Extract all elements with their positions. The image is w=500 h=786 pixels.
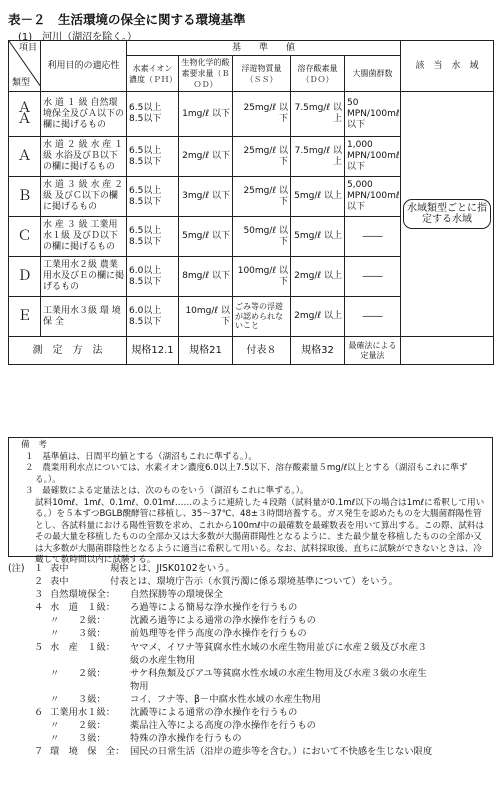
ph-cell: 6.5以上 8.5以下 [127,217,179,257]
do-cell: 2mg/ℓ 以上 [291,257,345,297]
ss-cell: 25mg/ℓ 以下 [233,177,291,217]
footnote-line: ２ 表中 付表とは、環境庁告示（水質汚濁に係る環境基準について）をいう。 [34,576,399,588]
ss-cell: 50mg/ℓ 以下 [233,217,291,257]
coliform-cell: 1,000 MPN/100mℓ 以下 [345,137,401,177]
ph-cell: 6.0以上 8.5以下 [127,297,179,337]
header-do: 溶存酸素量（ＤＯ） [291,56,345,92]
footnote-line: (注) １ 表中 規格とは、JISK0102をいう。 [8,563,235,574]
bod-cell: 1mg/ℓ 以下 [179,92,233,137]
method-row [9,337,494,365]
bod-cell: 10mg/ℓ 以下 [179,297,233,337]
do-cell: 5mg/ℓ 以上 [291,217,345,257]
footnote-line: 物用 [130,680,149,692]
table-row [9,92,494,137]
footnotes [8,562,493,758]
bod-cell: 3mg/ℓ 以下 [179,177,233,217]
purpose-cell: 工業用水２級 農業用水及びＥの欄に掲げるもの [41,257,127,297]
ss-cell: 100mg/ℓ 以下 [233,257,291,297]
ph-cell: 6.5以上 8.5以下 [127,92,179,137]
remark-item: ２ 農業用利水点については、水素イオン濃度6.0以上7.5以下、溶存酸素量５mg/ℓ以上とする（湖沼もこれに準ずる。）。 [25,463,468,485]
ss-cell: ごみ等の浮遊が認められないこと [233,297,291,337]
grade-cell: Ａ [9,137,41,177]
method-coliform: 最確法による定量法 [345,337,401,365]
footnote-line: 〃 ２級： 薬品注入等による高度の浄水操作を行うもの [50,720,316,732]
purpose-cell: 水 道 １ 級 自然環境保全及びＡ以下の欄に掲げるもの [41,92,127,137]
assignment-cell [401,92,494,337]
footnote-line: 〃 ３級： 特殊の浄水操作を行うもの [50,733,242,745]
do-cell: 2mg/ℓ 以上 [291,297,345,337]
method-ph: 規格12.1 [127,337,179,365]
coliform-cell: ―― [345,257,401,297]
coliform-cell: ―― [345,217,401,257]
coliform-cell: 5,000 MPN/100mℓ 以下 [345,177,401,217]
grade-cell: Ｃ [9,217,41,257]
header-standard: 基 準 値 [127,41,401,56]
footnote-line: ３ 自然環境保全： 自然探勝等の環境保全 [34,589,223,601]
do-cell: 7.5mg/ℓ 以上 [291,137,345,177]
method-bod: 規格21 [179,337,233,365]
header-item-type-cell [9,41,41,92]
header-assignment: 該 当 水 域 [401,41,494,92]
method-blank [401,337,494,365]
method-ss: 付表８ [233,337,291,365]
footnote-line: ６ 工業用水１級： 沈澱等による通常の浄水操作を行うもの [34,707,298,719]
page-subtitle: (1) 河川（湖沼を除く。） [18,32,137,43]
ss-cell: 25mg/ℓ 以下 [233,92,291,137]
header-coliform: 大腸菌群数 [345,56,401,92]
header-ss: 浮遊物質量（ＳＳ） [233,56,291,92]
ph-cell: 6.5以上 8.5以下 [127,177,179,217]
header-type-label: 類型 [12,78,31,88]
grade-cell: Ｄ [9,257,41,297]
header-ph: 水素イオン濃度（ＰＨ） [127,56,179,92]
ph-cell: 6.5以上 8.5以下 [127,137,179,177]
method-label: 測 定 方 法 [9,337,127,365]
purpose-cell: 水 道 ２ 級 水 産 １ 級 水浴及びＢ以下の欄に掲げるもの [41,137,127,177]
header-item-label: 項目 [18,43,37,53]
remarks-heading: 備 考 [21,440,47,450]
grade-cell: Ｅ [9,297,41,337]
method-do: 規格32 [291,337,345,365]
header-purpose: 利用目的の適応性 [41,41,127,92]
table-header-row-1 [9,41,494,56]
bod-cell: 2mg/ℓ 以下 [179,137,233,177]
footnote-line: ４ 水 道 １級： ろ過等による簡易な浄水操作を行うもの [34,602,298,614]
page-title: 表－２ 生活環境の保全に関する環境基準 [8,12,246,27]
footnote-line: 〃 ２級： 沈澱ろ過等による通常の浄水操作を行うもの [50,615,316,627]
remark-item: １ 基準値は、日間平均値とする（湖沼もこれに準ずる。）。 [25,451,258,462]
ss-cell: 25mg/ℓ 以下 [233,137,291,177]
footnote-line: 〃 ２級： サケ科魚類及びアユ等貧腐水性水域の水産生物用及び水産３級の水産生 [50,667,427,679]
do-cell: 7.5mg/ℓ 以上 [291,92,345,137]
footnote-line: 級の水産生物用 [130,654,196,666]
coliform-cell: 50 MPN/100mℓ 以下 [345,92,401,137]
environmental-standard-table [8,40,494,365]
bod-cell: 8mg/ℓ 以下 [179,257,233,297]
assignment-bracket: 水域類型ごとに指定する水域 [403,199,491,229]
coliform-cell: ―― [345,297,401,337]
footnote-line: 〃 ３級： コイ、フナ等、β－中腐水性水域の水産生物用 [50,693,321,705]
footnote-line: 〃 ３級： 前処理等を伴う高度の浄水操作を行うもの [50,628,307,640]
purpose-cell: 水 産 ３ 級 工業用水１級 及びＤ以下の欄に掲げるもの [41,217,127,257]
purpose-cell: 水 道 ３ 級 水 産 ２ 級 及びＣ以下の欄に掲げるもの [41,177,127,217]
remarks-box [8,437,493,565]
footnote-line: ７ 環 境 保 全： 国民の日常生活（沿岸の遊歩等を含む。）において不快感を生じない限度 [34,746,433,758]
remark-paragraph: 試料10mℓ、1mℓ、0.1mℓ、0.01mℓ……のように連続した４段階（試料量が0.1mℓ以下の場合は1mℓに希釈して用いる。）を５本ずつBGLB醗酵管に移植し、35～37℃、48±３時間培養する。ガス発生を認めたものを大腸菌群陽性管とし、各試料量における陽性管数を求め、これから100mℓ中の最確数を最確数表を用いて算出する。この際、試料はその最大量を移植したものの全部か又は大多数が大腸菌群陽性となるように、また最少量を移植したものの全部か又は大多数が大腸菌群陰性となるように適当に希釈して用いる。なお、試料採取後、直ちに試験ができないときは、冷蔵して数時間以内に試験する。 [35,497,485,565]
footnote-line: ５ 水 産 １級： ヤマメ、イワナ等貧腐水性水域の水産生物用並びに水産２級及び水産３ [34,641,427,653]
grade-cell: ＡＡ [9,92,41,137]
header-bod: 生物化学的酸素要求量（ＢＯＤ） [179,56,233,92]
ph-cell: 6.0以上 8.5以下 [127,257,179,297]
remark-item: ３ 最確数による定量法とは、次のものをいう（湖沼もこれに準ずる。）。 [25,486,309,496]
bod-cell: 5mg/ℓ 以下 [179,217,233,257]
purpose-cell: 工業用水３級 環 境 保 全 [41,297,127,337]
do-cell: 5mg/ℓ 以上 [291,177,345,217]
grade-cell: Ｂ [9,177,41,217]
